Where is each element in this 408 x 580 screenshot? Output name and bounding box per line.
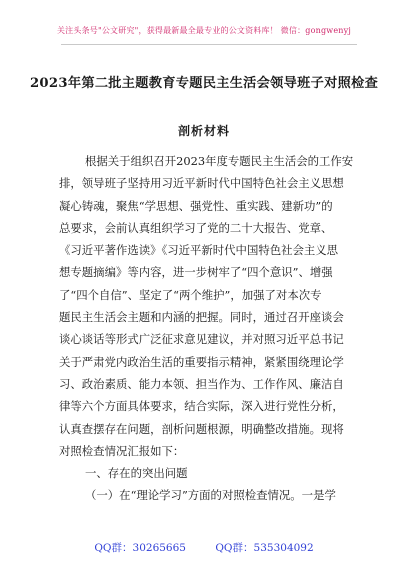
footer-qq-group-2: QQ群：535304092	[215, 542, 314, 554]
document-subtitle: 剖析材料	[177, 124, 230, 138]
section-heading: 一、存在的突出问题	[85, 466, 188, 481]
header-divider	[61, 44, 357, 45]
footer-contacts	[0, 540, 408, 555]
body-line: 了“四个自信”、坚定了“两个维护”，加强了对本次专	[59, 287, 322, 302]
body-line: 习、政治素质、能力本领、担当作为、工作作风、廉洁自	[59, 376, 344, 391]
body-line: 律等六个方面具体要求，结合实际，深入进行党性分析，	[59, 399, 344, 414]
body-line: 题民主生活会主题和内涵的把握。同时，通过召开座谈会	[59, 310, 344, 325]
body-line: 对照检查情况汇报如下：	[59, 443, 185, 458]
body-line: 根据关于组织召开2023年度专题民主生活会的工作安	[85, 154, 353, 168]
body-line: （一）在“理论学习”方面的对照检查情况。一是学	[85, 488, 336, 503]
body-line: 凝心铸魂，聚焦“学思想、强党性、重实践、建新功”的	[59, 198, 333, 213]
body-line: 总要求，会前认真组织学习了党的二十大报告、党章、	[59, 220, 333, 235]
header-banner: 关注头条号"公文研究"，获得最新最全最专业的公文资料库！ 微信：gongwenyj	[56, 26, 352, 35]
document-title: 2023年第二批主题教育专题民主生活会领导班子对照检查	[29, 76, 379, 91]
body-line: 《习近平著作选读》《习近平新时代中国特色社会主义思	[59, 243, 339, 258]
body-line: 排，领导班子坚持用习近平新时代中国特色社会主义思想	[59, 176, 344, 191]
document-body	[59, 150, 353, 507]
body-line: 关于严肃党内政治生活的重要指示精神，紧紧围绕理论学	[59, 354, 344, 369]
body-line: 认真查摆存在问题，剖析问题根源，明确整改措施。现将	[59, 421, 344, 436]
footer-qq-group-1: QQ群：30265665	[94, 542, 186, 554]
body-line: 谈心谈话等形式广泛征求意见建议，并对照习近平总书记	[59, 332, 344, 347]
body-line: 想专题摘编》等内容，进一步树牢了“四个意识”、增强	[59, 265, 333, 280]
